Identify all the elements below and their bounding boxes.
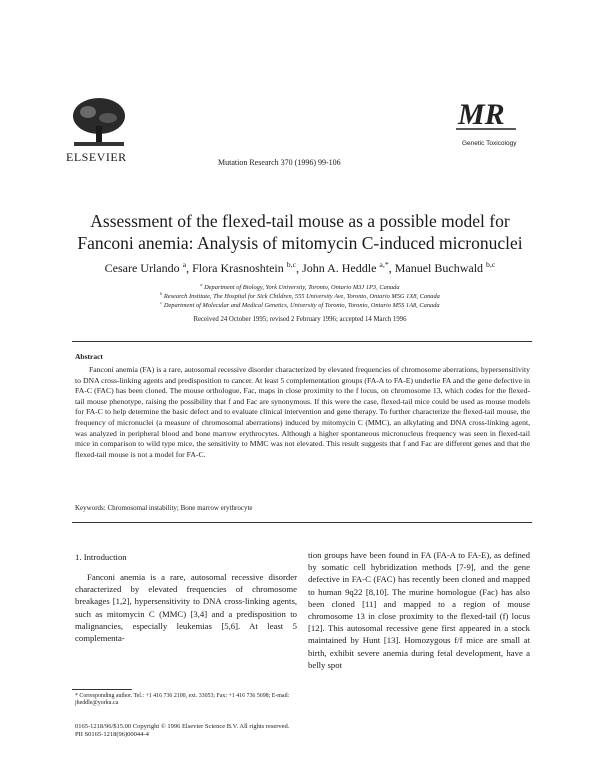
author: Cesare Urlando (104, 261, 180, 275)
copyright-line: 0165-1218/96/$15.00 Copyright © 1996 Elsevier Science B.V. All rights reserved. (75, 723, 290, 730)
corresponding-author-footnote: * Corresponding author. Tel.: +1 416 736 2100, ext. 33053; Fax: +1 416 736 5698; E-mail: jheddle@yorku.ca (75, 693, 290, 707)
affiliation-text: Research Institute, The Hospital for Sick Children, 555 University Ave, Toronto, Ontario M5G 1X8, Canada (163, 293, 440, 301)
author-sup: b,c (286, 260, 297, 269)
pii-line: PII S0165-1218(96)00044-4 (75, 731, 149, 738)
paper-title (60, 210, 540, 254)
author-sup: a,* (379, 260, 389, 269)
journal-section: Genetic Toxicology (462, 140, 517, 147)
received-dates: Received 24 October 1995; revised 2 February 1996; accepted 14 March 1996 (193, 316, 407, 323)
keywords: Keywords: Chromosomal instability; Bone marrow erythrocyte (75, 504, 253, 512)
section-heading: 1. Introduction (75, 552, 127, 562)
intro-right-column: tion groups have been found in FA (FA-A to FA-E), as defined by somatic cell hybridization methods [7-9], and the gene defective in FA-C (FAC) has recently been cloned and mapped to human 9q22 [8,10]. The murine homologue (Fac) has also been cloned [11] and mapped to a region of mouse chromosome 13 in close proximity to the flexed-tail (f) locus [12]. This autosomal recessive gene first appeared in a stock maintained by Hunt [13]. Homozygous f/f mice are small at birth, exhibit severe anemia during fetal development, have a belly spot (308, 550, 530, 670)
abstract-heading: Abstract (75, 352, 103, 361)
elsevier-tree-logo (68, 96, 130, 148)
copyright-info (75, 723, 375, 739)
author: John A. Heddle (302, 261, 377, 275)
intro-left-column: Fanconi anemia is a rare, autosomal recessive disorder characterized by elevated frequencies of chromosome breakages [1,2], hypersensitivity to DNA cross-linking agents, such as mitomycin C (MMC) [3,4] and a predisposition to malignancies, especially leukemias [5,6]. At least 5 complementa- (75, 572, 297, 644)
affiliation-sup: c (160, 300, 163, 305)
footnote-rule (72, 689, 132, 690)
author-list: Cesare Urlando $^a$, Flora Krasnoshtein $^{b,c}$, John A. Heddle $^{a,*}$, Manuel Buchwald $^{b,c}$ (104, 260, 496, 275)
abstract-text: Fanconi anemia (FA) is a rare, autosomal recessive disorder characterized by elevated frequencies of chromosome aberrations, hypersensitivity to DNA cross-linking agents and predisposition to cancer. At least 5 complementation groups (FA-A to FA-E) underlie FA and the gene defective in FA-C (FAC) has been cloned. The mouse orthologue, Fac, maps in close proximity to the f locus, on chromosome 13, which codes for the flexed-tail mouse phenotype, raising the possibility that f and Fac are synonymous. If this were the case, flexed-tail mice could be used as mouse models for FA-C to help determine the basic defect and to evaluate clinical intervention and gene therapy. To further characterize the flexed-tail mouse, the frequency of micronuclei (a measure of chromosomal aberrations) induced by mitomycin C (MMC), an alkylating and DNA cross-linking agent, was analyzed in peripheral blood and bone marrow erythrocytes. Although a higher spontaneous micronucleus frequency was seen in flexed-tail mice in comparison to wild type mice, the sensitivity to MMC was not elevated. This result suggests that f and Fac are different genes and that the flexed-tail mouse is not a model for FA-C. (75, 365, 530, 459)
publisher-name: ELSEVIER (66, 150, 127, 164)
author-sup: a (182, 260, 187, 269)
affiliation-sup: a (200, 282, 203, 287)
author-sup: b,c (486, 260, 496, 269)
mr-logo-text: MR (458, 98, 505, 131)
affiliation-text: Department of Biology, York University, Toronto, Ontario M3J 1P3, Canada (204, 284, 400, 292)
divider (72, 522, 532, 523)
title-line-2: Fanconi anemia: Analysis of mitomycin C-induced micronuclei (77, 233, 523, 253)
affiliation-sup: b (160, 291, 163, 296)
journal-logo (456, 98, 518, 132)
author: Manuel Buchwald (394, 261, 484, 275)
divider (72, 341, 532, 342)
title-line-1: Assessment of the flexed-tail mouse as a possible model for (90, 211, 510, 231)
author: Flora Krasnoshtein (192, 261, 284, 275)
journal-citation: Mutation Research 370 (1996) 99-106 (218, 158, 341, 167)
mr-logo-icon (456, 98, 518, 132)
affiliation-text: Department of Molecular and Medical Genetics, University of Toronto, Toronto, Ontario M5S 1A8, Canada (163, 302, 440, 310)
affiliation (60, 299, 540, 310)
